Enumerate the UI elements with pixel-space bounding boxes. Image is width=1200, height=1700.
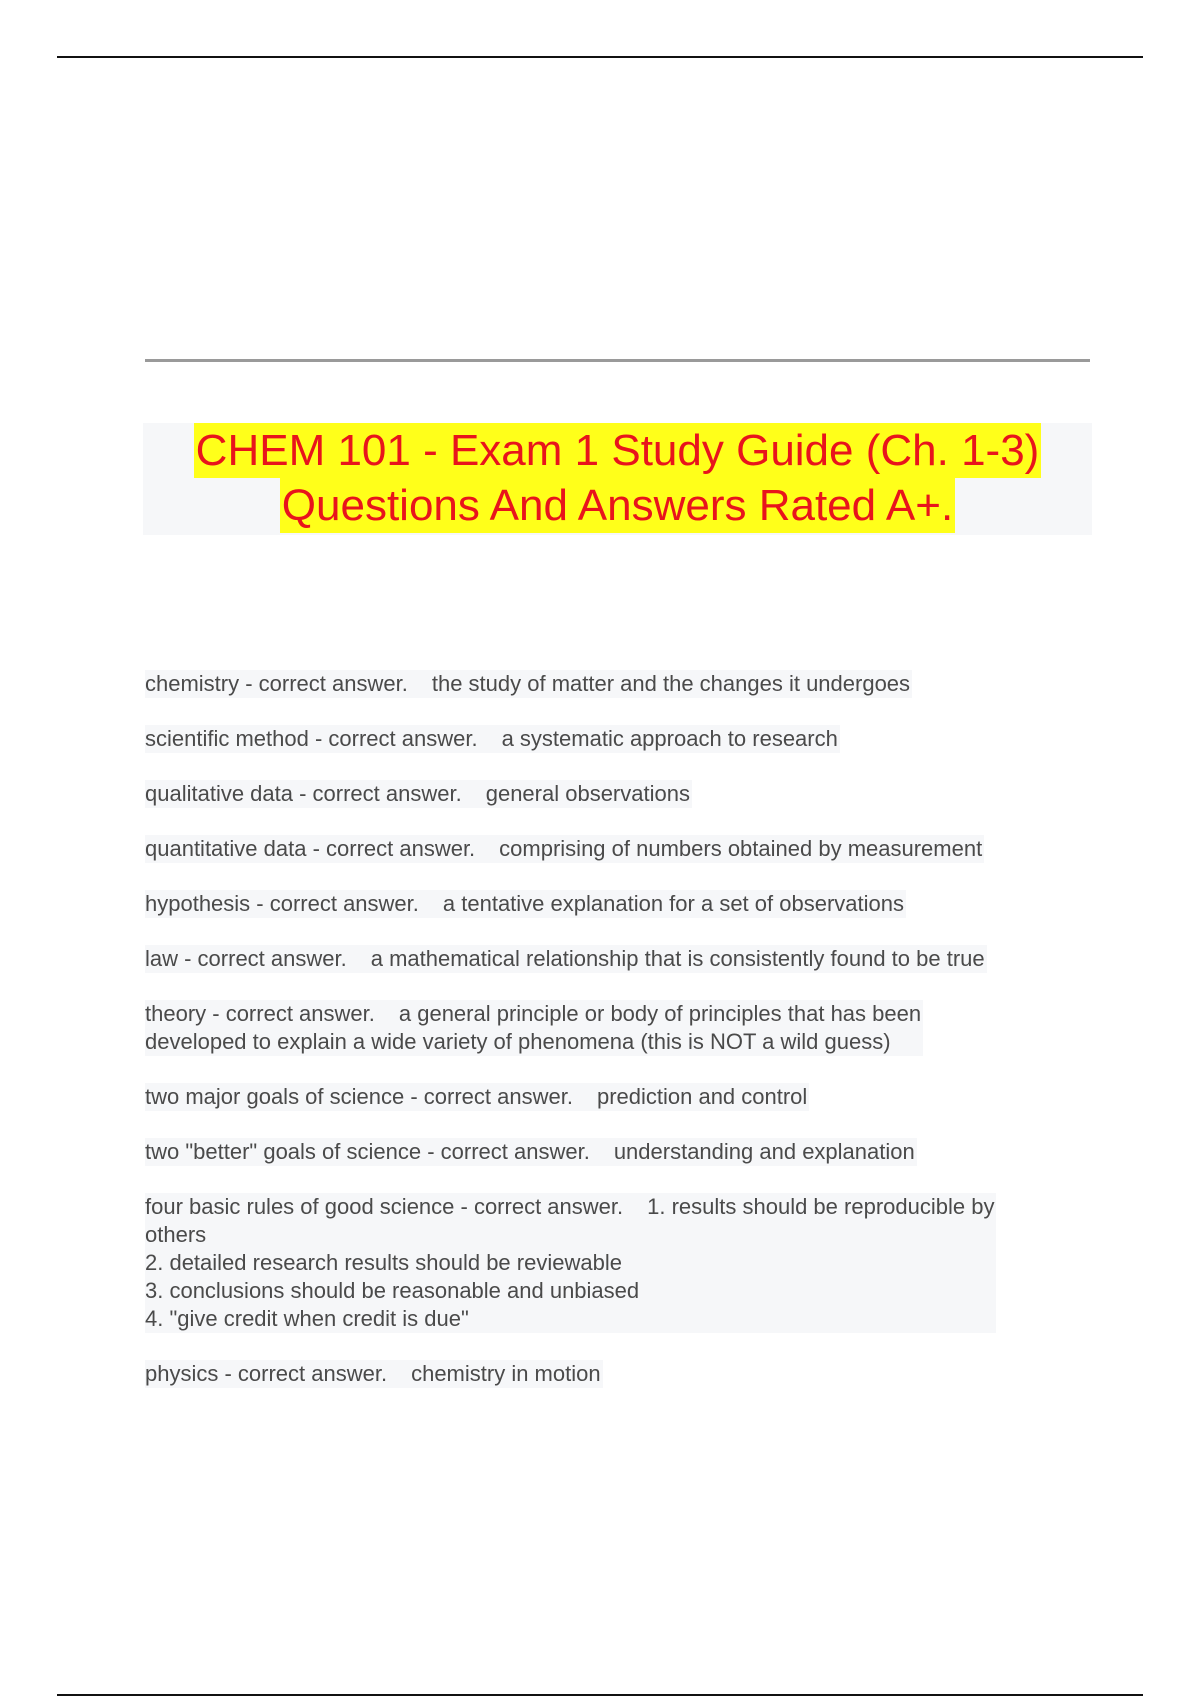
- qa-term: two major goals of science - correct answer.: [145, 1084, 573, 1109]
- qa-answer: the study of matter and the changes it undergoes: [431, 671, 911, 696]
- qa-answer: 1. results should be reproducible by others 2. detailed research results should be reviewable 3. conclusions should be reasonable and unbiased 4. "give credit when credit is due": [145, 1194, 995, 1331]
- title-line-1: CHEM 101 - Exam 1 Study Guide (Ch. 1-3): [194, 423, 1042, 478]
- qa-answer: chemistry in motion: [411, 1361, 601, 1386]
- qa-answer: prediction and control: [596, 1084, 808, 1109]
- qa-term: scientific method - correct answer.: [145, 726, 478, 751]
- qa-item-chemistry: [145, 670, 912, 698]
- qa-item-hypothesis: [145, 890, 906, 918]
- qa-term: physics - correct answer.: [145, 1361, 388, 1386]
- qa-item-two-major-goals: [145, 1083, 809, 1111]
- qa-item-quantitative-data: [145, 835, 984, 863]
- qa-answer: a general principle or body of principles that has been developed to explain a wide variety of phenomena (this is NOT a wild guess): [145, 1001, 922, 1054]
- qa-term: theory - correct answer.: [145, 1001, 375, 1026]
- qa-term: qualitative data - correct answer.: [145, 781, 462, 806]
- qa-answer: general observations: [485, 781, 690, 806]
- qa-term: quantitative data - correct answer.: [145, 836, 476, 861]
- qa-item-two-better-goals: [145, 1138, 917, 1166]
- qa-item-qualitative-data: [145, 780, 692, 808]
- page-top-rule: [57, 56, 1143, 58]
- qa-term: hypothesis - correct answer.: [145, 891, 419, 916]
- qa-term: four basic rules of good science - correct answer.: [145, 1194, 624, 1219]
- qa-term: two "better" goals of science - correct answer.: [145, 1139, 590, 1164]
- qa-term: chemistry - correct answer.: [145, 671, 408, 696]
- qa-item-law: [145, 945, 987, 973]
- title-divider: [145, 359, 1090, 362]
- document-title: [143, 423, 1092, 535]
- title-line-2: Questions And Answers Rated A+.: [280, 478, 955, 533]
- qa-answer: a tentative explanation for a set of observations: [442, 891, 904, 916]
- qa-list: [145, 670, 1100, 1415]
- qa-item-theory: [145, 1000, 923, 1056]
- qa-item-physics: [145, 1360, 603, 1388]
- qa-item-four-basic-rules: [145, 1193, 996, 1333]
- qa-term: law - correct answer.: [145, 946, 347, 971]
- qa-answer: a systematic approach to research: [501, 726, 838, 751]
- page-bottom-rule: [57, 1694, 1143, 1696]
- qa-answer: a mathematical relationship that is consistently found to be true: [370, 946, 985, 971]
- qa-item-scientific-method: [145, 725, 840, 753]
- qa-answer: understanding and explanation: [613, 1139, 915, 1164]
- qa-answer: comprising of numbers obtained by measurement: [499, 836, 983, 861]
